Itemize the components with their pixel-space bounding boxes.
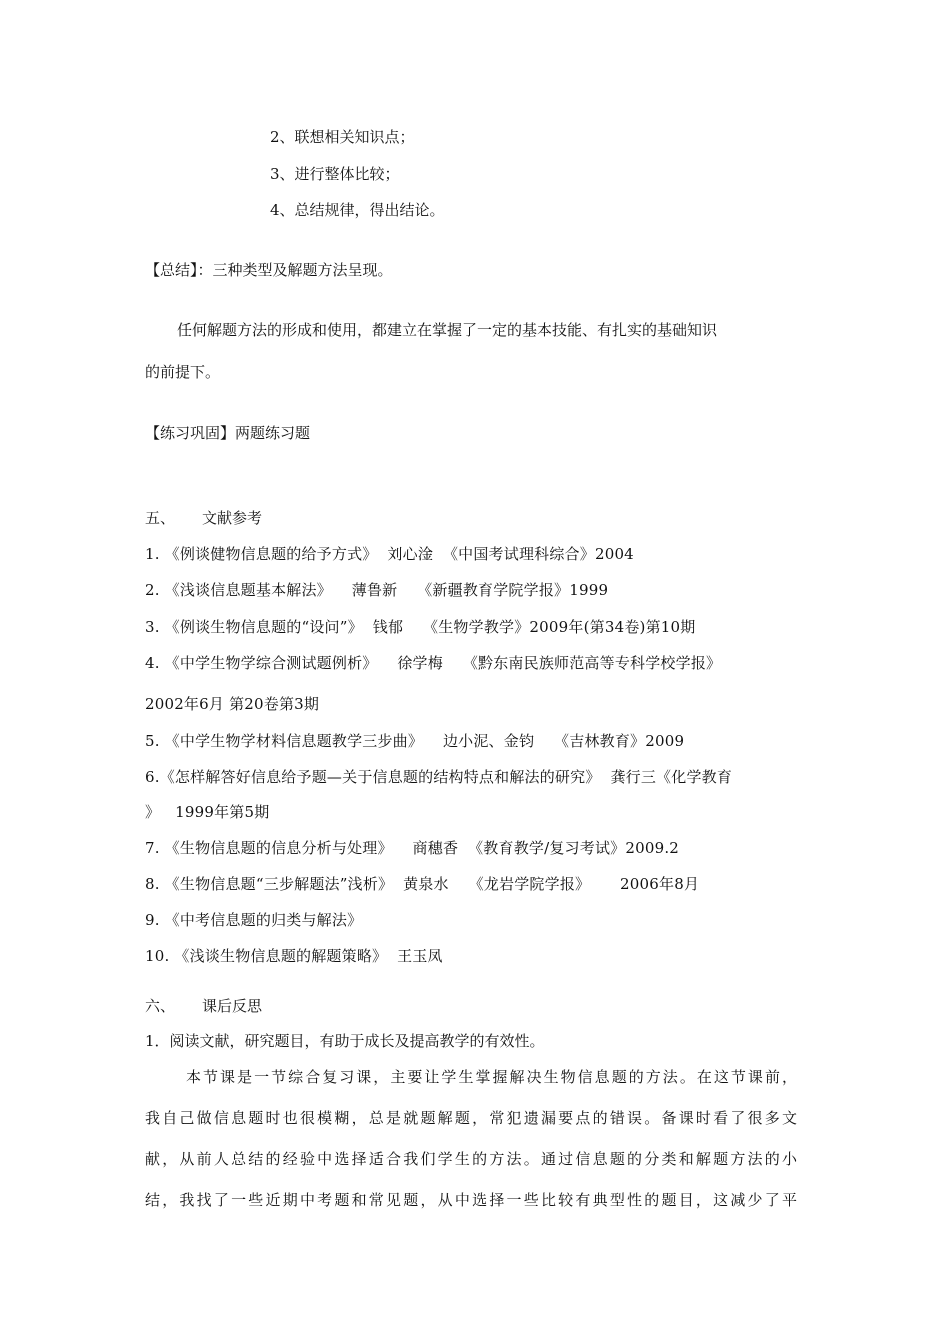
summary-paragraph-line-2: 的前提下。 bbox=[145, 363, 221, 381]
reference-8: 8. 《生物信息题“三步解题法”浅析》 黄泉水 《龙岩学院学报》 2006年8月 bbox=[145, 875, 700, 893]
reference-6-continued: 》 1999年第5期 bbox=[145, 803, 270, 821]
section-5-number: 五、 bbox=[145, 509, 176, 527]
reference-2: 2. 《浅谈信息题基本解法》 薄鲁新 《新疆教育学院学报》1999 bbox=[145, 581, 609, 599]
reference-5: 5. 《中学生物学材料信息题教学三步曲》 边小泥、金钧 《吉林教育》2009 bbox=[145, 732, 685, 750]
reference-1: 1. 《例谈健物信息题的给予方式》 刘心淦 《中国考试理科综合》2004 bbox=[145, 545, 634, 563]
section-6-number: 六、 bbox=[145, 997, 176, 1015]
reflection-point-1: 1．阅读文献，研究题目，有助于成长及提高教学的有效性。 bbox=[145, 1032, 545, 1050]
step-2: 2、联想相关知识点； bbox=[270, 128, 415, 146]
reflection-line-2: 我自己做信息题时也很模糊，总是就题解题，常犯遗漏要点的错误。备课时看了很多文 bbox=[145, 1109, 797, 1127]
reference-6: 6.《怎样解答好信息给予题—关于信息题的结构特点和解法的研究》 龚行三《化学教育 bbox=[145, 768, 733, 786]
reference-7: 7. 《生物信息题的信息分析与处理》 商穗香 《教育教学/复习考试》2009.2 bbox=[145, 839, 680, 857]
step-4: 4、总结规律，得出结论。 bbox=[270, 201, 445, 219]
reference-4-continued: 2002年6月 第20卷第3期 bbox=[145, 695, 320, 713]
reference-3: 3. 《例谈生物信息题的“设问”》 钱郁 《生物学教学》2009年(第34卷)第10期 bbox=[145, 618, 696, 636]
reference-10: 10. 《浅谈生物信息题的解题策略》 王玉凤 bbox=[145, 947, 443, 965]
reference-9: 9. 《中考信息题的归类与解法》 bbox=[145, 911, 363, 929]
reflection-line-3: 献，从前人总结的经验中选择适合我们学生的方法。通过信息题的分类和解题方法的小 bbox=[145, 1150, 797, 1168]
section-5-title: 文献参考 bbox=[202, 509, 263, 527]
reference-4: 4. 《中学生物学综合测试题例析》 徐学梅 《黔东南民族师范高等专科学校学报》 bbox=[145, 654, 722, 672]
step-3: 3、进行整体比较； bbox=[270, 165, 400, 183]
summary-paragraph-line-1: 任何解题方法的形成和使用，都建立在掌握了一定的基本技能、有扎实的基础知识 bbox=[177, 321, 718, 339]
reflection-line-1: 本节课是一节综合复习课，主要让学生掌握解决生物信息题的方法。在这节课前， bbox=[186, 1068, 797, 1086]
section-6-title: 课后反思 bbox=[202, 997, 263, 1015]
summary-heading: 【总结】：三种类型及解题方法呈现。 bbox=[145, 261, 393, 279]
reflection-line-4: 结，我找了一些近期中考题和常见题，从中选择一些比较有典型性的题目，这减少了平 bbox=[145, 1191, 797, 1209]
practice-heading: 【练习巩固】两题练习题 bbox=[145, 424, 311, 442]
